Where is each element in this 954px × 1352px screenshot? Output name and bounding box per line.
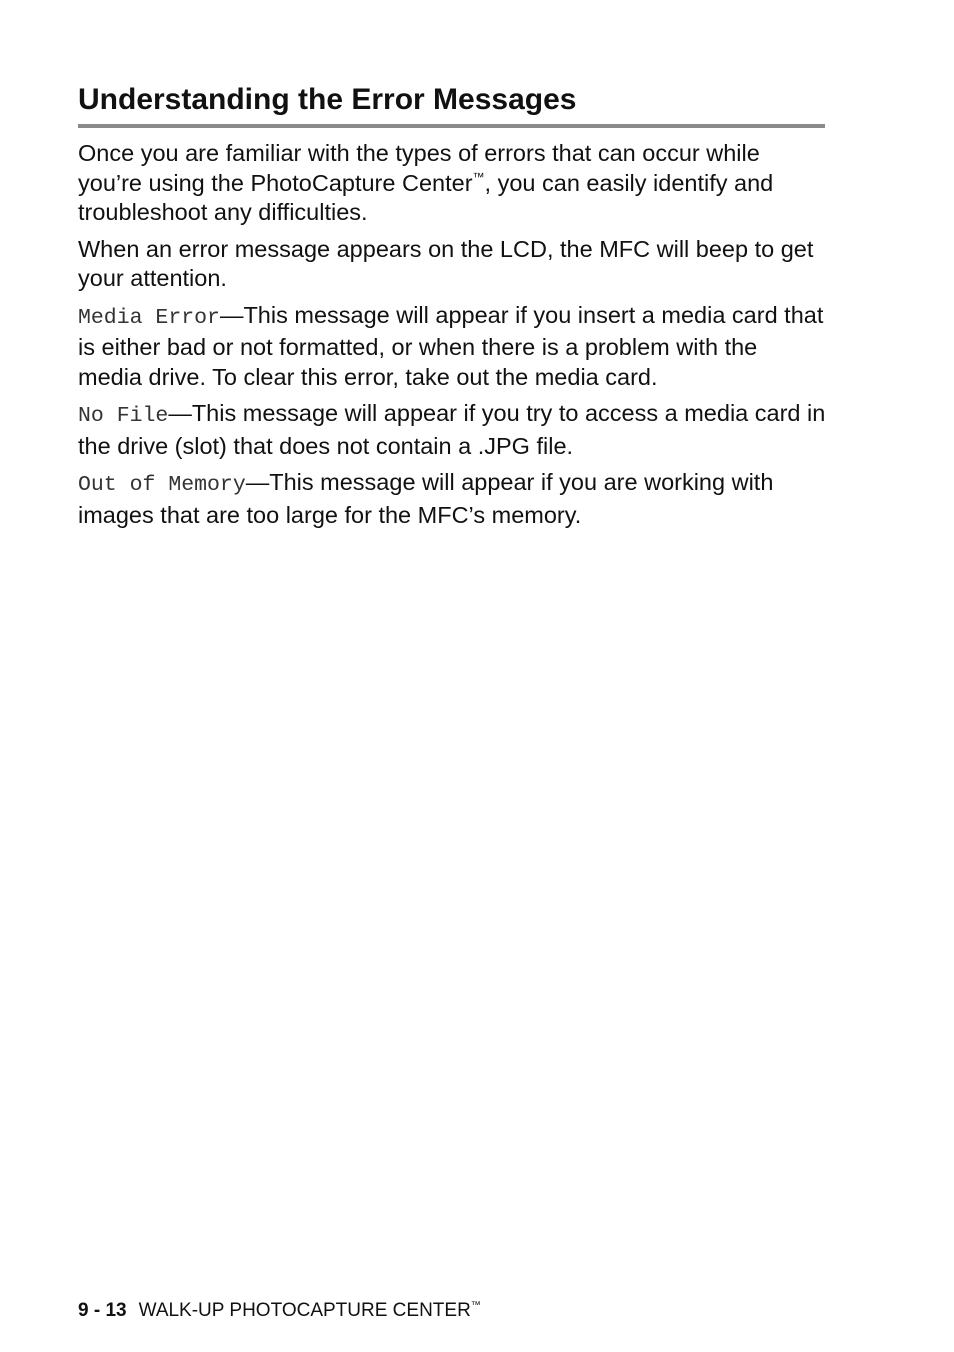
footer-trademark-symbol: ™ [470,1299,481,1311]
error-description: —This message will appear if you try to access a media card in the drive (slot) that does not contain a .JPG file. [78,400,826,459]
footer-section-title: WALK-UP PHOTOCAPTURE CENTER [138,1300,471,1321]
out-of-memory-paragraph [78,468,826,530]
document-body [78,139,826,537]
error-code-out-of-memory: Out of Memory [78,473,246,497]
intro-text-start: Once you are familiar with the types of errors that can occur while you’re using the PhotoCapture Center [78,140,760,196]
page-number: 9 - 13 [78,1300,127,1321]
error-description: —This message will appear if you are working with images that are too large for the MFC’s memory. [78,469,774,528]
error-code-no-file: No File [78,404,169,428]
page-title: Understanding the Error Messages [78,83,577,116]
lcd-beep-paragraph: When an error message appears on the LCD, the MFC will beep to get your attention. [78,235,814,291]
media-error-paragraph [78,301,826,393]
title-divider [78,124,825,128]
intro-text-end: , you can easily identify and troubleshoot any difficulties. [78,169,774,225]
no-file-paragraph [78,399,826,461]
error-code-media-error: Media Error [78,305,220,330]
intro-paragraph [78,139,826,228]
trademark-symbol: ™ [472,169,485,184]
page-footer [78,1299,481,1323]
error-description: —This message will appear if you insert a media card that is either bad or not formatted, or when there is a problem with the media drive. To clear this error, take out the media card. [78,301,824,390]
